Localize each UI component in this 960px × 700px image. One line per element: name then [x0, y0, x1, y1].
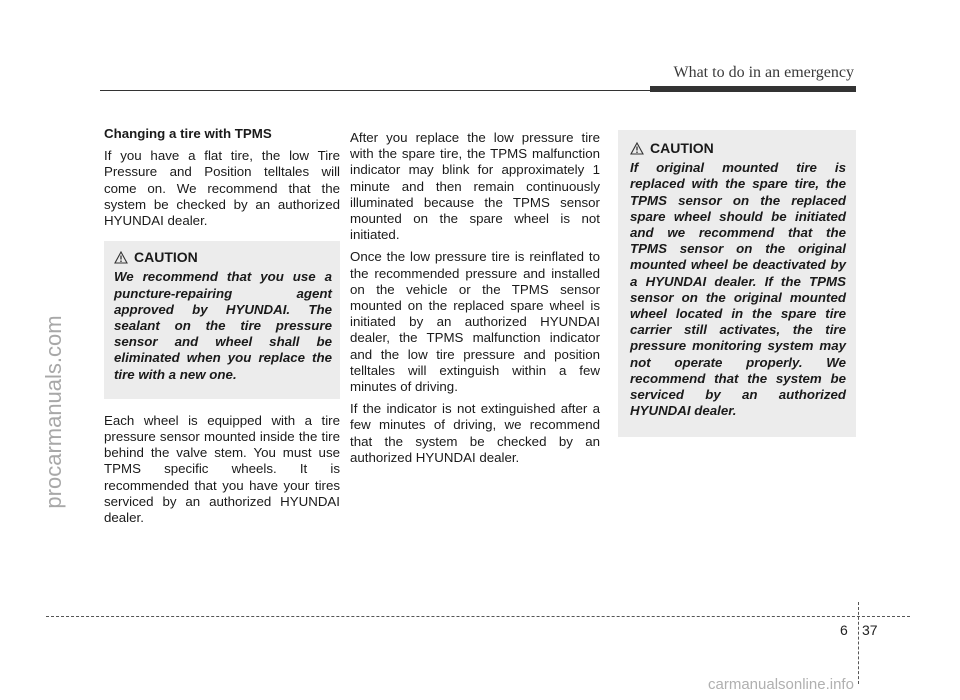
section-heading: Changing a tire with TPMS — [104, 126, 272, 141]
side-watermark-text: procarmanuals.com — [41, 315, 66, 509]
paragraph: If you have a flat tire, the low Tire Pressure and Position telltales will come on. We recommend that the system be checked by an authorized HYUNDAI dealer. — [104, 148, 340, 229]
column-2 — [350, 130, 600, 472]
footer-rule — [46, 616, 910, 617]
paragraph: Each wheel is equipped with a tire pressure sensor mounted inside the tire behind the valve stem. You must use TPMS specific wheels. It is recommended that you have your tires serviced by an authorized HYUNDAI dealer. — [104, 412, 340, 526]
paragraph: Once the low pressure tire is reinflated to the recommended pressure and installed on the vehicle or the TPMS sensor mounted on the replaced spare wheel is initiated by an authorized HYUNDAI dealer, the TPMS malfunction indicator and the low tire pressure and position telltales will extinguish within a few minutes of driving. — [350, 249, 600, 395]
caution-header — [114, 249, 332, 265]
column-3 — [618, 130, 856, 451]
chapter-number: 6 — [840, 622, 848, 638]
caution-box — [104, 241, 340, 399]
header-accent-bar — [650, 86, 856, 92]
section-title: What to do in an emergency — [673, 64, 854, 81]
page-number: 37 — [862, 622, 878, 638]
paragraph: After you replace the low pressure tire with the spare tire, the TPMS malfunction indicator may blink for approximately 1 minute and then remain continuously illuminated because the TPMS sensor mounted on the spare wheel is not initiated. — [350, 130, 600, 243]
caution-title: CAUTION — [134, 249, 198, 266]
warning-triangle-icon — [630, 142, 644, 155]
footer-watermark: carmanualsonline.info — [708, 676, 854, 693]
caution-header — [630, 140, 846, 156]
column-1 — [104, 126, 340, 532]
caution-text: If original mounted tire is replaced with the spare tire, the TPMS sensor on the replaced spare wheel should be initiated and we recommend that the TPMS sensor on the original mounted wheel be deactivated by a HYUNDAI dealer. If the TPMS sensor on the original mounted wheel located in the spare tire carrier still activates, the tire pressure monitoring system may not operate properly. We recommend that the system be serviced by an authorized HYUNDAI dealer. — [630, 160, 846, 419]
paragraph: If the indicator is not extinguished after a few minutes of driving, we recommend that the system be checked by an authorized HYUNDAI dealer. — [350, 401, 600, 465]
caution-box — [618, 130, 856, 437]
footer-divider — [858, 602, 859, 684]
caution-text: We recommend that you use a puncture-repairing agent approved by HYUNDAI. The sealant on the tire pressure sensor and wheel shall be eliminated when you replace the tire with a new one. — [114, 269, 332, 382]
warning-triangle-icon — [114, 251, 128, 264]
caution-title: CAUTION — [650, 140, 714, 156]
